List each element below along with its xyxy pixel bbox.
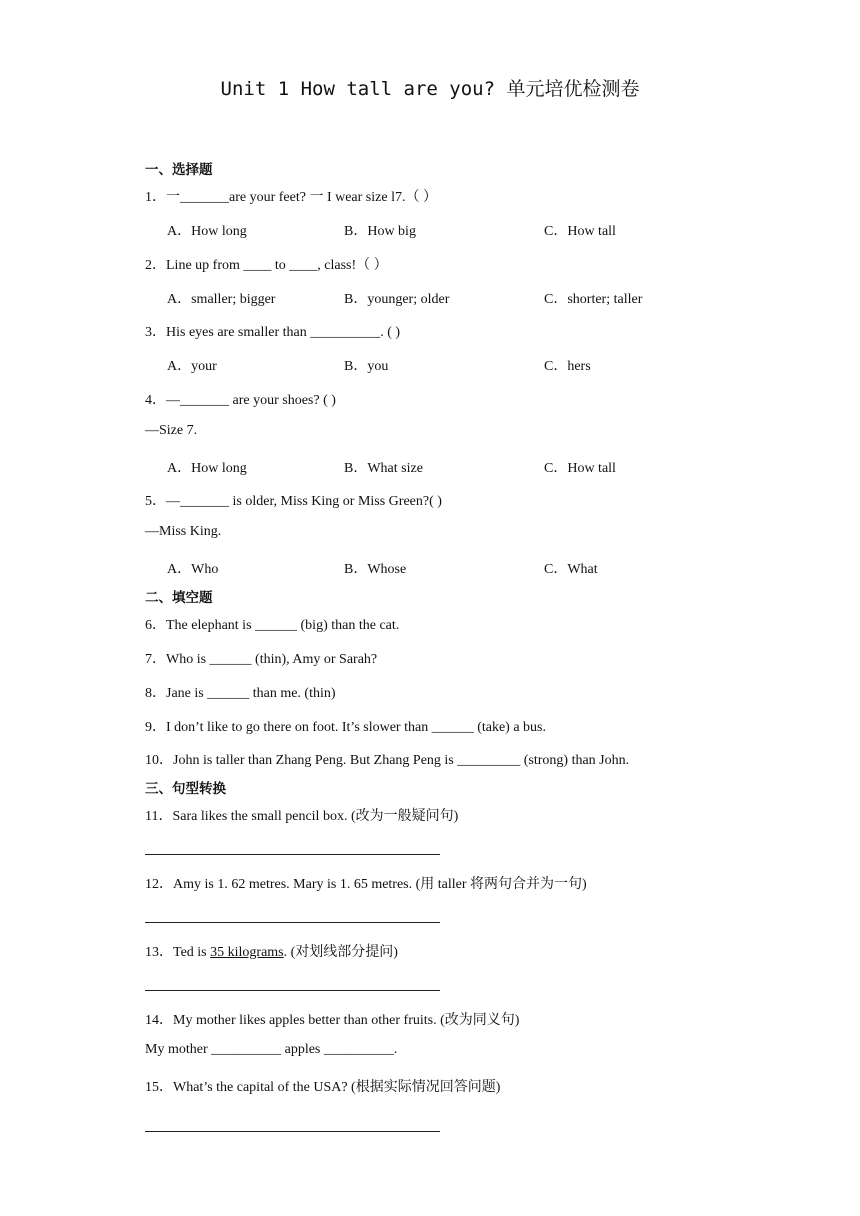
- question-8: 8．Jane is ______ than me. (thin): [145, 686, 336, 701]
- question-5-reply: —Miss King.: [145, 524, 222, 539]
- question-2-option-b: B．younger; older: [344, 292, 450, 307]
- question-4-option-b: B．What size: [344, 461, 423, 476]
- question-4-stem: 4．—_______ are your shoes? ( ): [145, 393, 336, 408]
- question-3-option-c: C．hers: [544, 359, 591, 374]
- question-3-stem: 3．His eyes are smaller than __________. ( ): [145, 325, 401, 340]
- question-4-option-c: C．How tall: [544, 461, 616, 476]
- question-1-option-c: C．How tall: [544, 224, 616, 239]
- answer-line-13: [145, 990, 440, 991]
- answer-line-11: [145, 854, 440, 855]
- question-5-stem: 5．—_______ is older, Miss King or Miss Green?( ): [145, 494, 442, 509]
- question-2-option-c: C．shorter; taller: [544, 292, 643, 307]
- question-2-option-a: A．smaller; bigger: [167, 292, 276, 307]
- question-11: 11．Sara likes the small pencil box. (改为一般疑问句): [145, 809, 459, 824]
- question-13-suffix: . (对划线部分提问): [283, 945, 398, 960]
- answer-line-15: [145, 1131, 440, 1132]
- question-1-option-b: B．How big: [344, 224, 416, 239]
- question-4-option-a: A．How long: [167, 461, 247, 476]
- question-3-option-a: A．your: [167, 359, 217, 374]
- question-7: 7．Who is ______ (thin), Amy or Sarah?: [145, 652, 378, 667]
- question-14-answer: My mother __________ apples __________.: [145, 1042, 398, 1057]
- section-heading-choice: 一、选择题: [145, 162, 213, 178]
- question-1-option-a: A．How long: [167, 224, 247, 239]
- question-13-underlined: 35 kilograms: [210, 945, 284, 960]
- question-1-stem: 1．一_______are your feet? 一 I wear size l7.（ ）: [145, 190, 437, 205]
- question-15: 15．What’s the capital of the USA? (根据实际情况回答问题): [145, 1080, 501, 1095]
- section-heading-fill-blank: 二、填空题: [145, 590, 213, 606]
- question-10: 10．John is taller than Zhang Peng. But Zhang Peng is _________ (strong) than John.: [145, 753, 630, 768]
- question-12: 12．Amy is 1. 62 metres. Mary is 1. 65 metres. (用 taller 将两句合并为一句): [145, 877, 587, 892]
- question-4-reply: —Size 7.: [145, 423, 198, 438]
- question-14: 14．My mother likes apples better than other fruits. (改为同义句): [145, 1013, 520, 1028]
- question-5-option-c: C．What: [544, 562, 598, 577]
- question-6: 6．The elephant is ______ (big) than the cat.: [145, 618, 400, 633]
- question-13: [145, 941, 398, 961]
- section-heading-sentence-transform: 三、句型转换: [145, 781, 226, 797]
- question-13-prefix: 13．Ted is: [145, 945, 211, 960]
- question-9: 9．I don’t like to go there on foot. It’s slower than ______ (take) a bus.: [145, 720, 546, 735]
- question-5-option-a: A．Who: [167, 562, 219, 577]
- question-3-option-b: B．you: [344, 359, 389, 374]
- page-title: Unit 1 How tall are you? 单元培优检测卷: [220, 78, 640, 100]
- question-5-option-b: B．Whose: [344, 562, 407, 577]
- answer-line-12: [145, 922, 440, 923]
- question-2-stem: 2．Line up from ____ to ____, class!（ ）: [145, 258, 388, 273]
